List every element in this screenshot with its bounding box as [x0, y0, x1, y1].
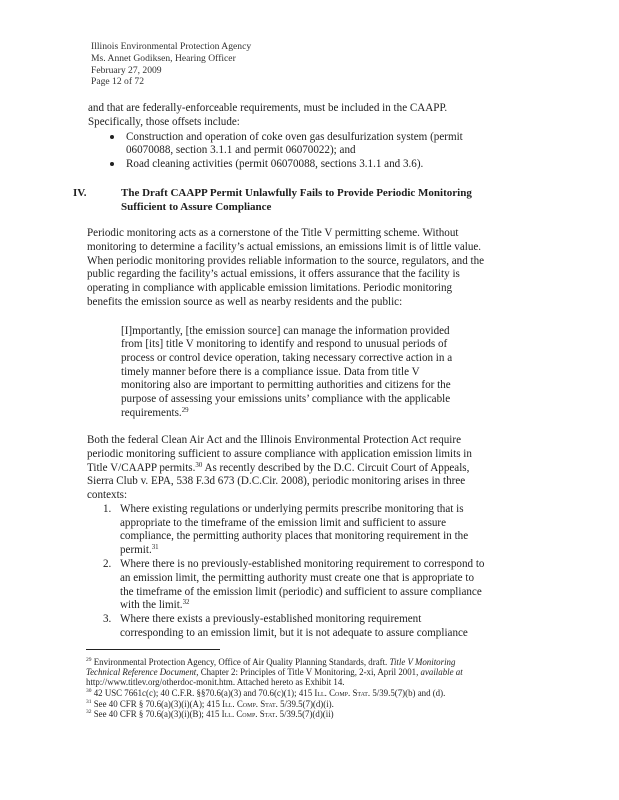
block-quote-line [121, 365, 420, 379]
bullet-line [126, 157, 423, 171]
text: operating in compliance with applicable emission limitations. Periodic monitoring [87, 282, 453, 294]
text: Where there exists a previously-established monitoring requirement [120, 613, 422, 625]
text: http://www.titlev.org/otherdoc-monit.htm. Attached hereto as Exhibit 14. [86, 676, 345, 687]
text: See 40 CFR § 70.6(a)(3)(i)(A); 415 [91, 698, 223, 709]
block-quote-line [121, 351, 452, 365]
block-quote-line [121, 392, 450, 406]
text: with the limit. [120, 599, 183, 611]
list-item-line [120, 585, 482, 599]
italic-text: Technical Reference Document [86, 666, 197, 677]
section-number: IV. [73, 187, 87, 199]
footnote-ref: 31 [151, 544, 159, 552]
list-item-line [120, 502, 464, 516]
list-item-line [120, 612, 421, 626]
text: requirements. [121, 407, 182, 419]
bullet-line [126, 143, 356, 157]
text: 06070088, section 3.1.1 and permit 06070022); and [126, 144, 356, 156]
bullet-icon [110, 162, 114, 166]
text: periodic monitoring sufficient to assure compliance with application emission limits in [87, 448, 472, 460]
text: corresponding to an emission limit, but it is not adequate to assure compliance [120, 627, 468, 639]
text: When periodic monitoring provides reliable information to the source, regulators, and the [87, 255, 485, 267]
paragraph-line [87, 267, 460, 281]
paragraph-line [87, 240, 481, 254]
list-item-line [120, 557, 484, 571]
footnote-ref: 30 [195, 462, 203, 470]
bullet-line [126, 130, 463, 144]
text: Title V/CAAPP permits. [87, 462, 196, 474]
text: See 40 CFR § 70.6(a)(3)(i)(B); 415 [91, 708, 222, 719]
text: purpose of assessing your emissions units’ compliance with the applicable [121, 393, 451, 405]
text: public regarding the facility’s actual emissions, it offers assurance that the facility is [87, 268, 460, 280]
paragraph-line [87, 281, 452, 295]
text: Where there is no previously-established monitoring requirement to correspond to [120, 558, 485, 570]
paragraph-line [88, 101, 447, 115]
text: an emission limit, the permitting authority must create one that is appropriate to [120, 572, 474, 584]
footnote-line [86, 709, 334, 722]
paragraph-line [87, 254, 484, 268]
footnote-ref: 31 [86, 699, 92, 706]
block-quote-line [121, 337, 447, 351]
text: Construction and operation of coke oven gas desulfurization system (permit [126, 131, 463, 143]
text: Both the federal Clean Air Act and the Illinois Environmental Protection Act require [87, 434, 462, 446]
bullet-icon [110, 135, 114, 139]
letter-header-line: Illinois Environmental Protection Agency [91, 41, 252, 52]
paragraph-line [87, 433, 461, 447]
paragraph-line [88, 115, 240, 129]
text: Road cleaning activities (permit 06070088, sections 3.1.1 and 3.6). [126, 158, 424, 170]
paragraph-line [87, 447, 472, 461]
list-item-line [120, 626, 468, 640]
list-number: 3. [103, 613, 112, 625]
text: Specifically, those offsets include: [88, 116, 240, 128]
list-item-line [120, 529, 468, 543]
text: 5/39.5(7)(b) and (d). [370, 687, 446, 698]
italic-text: available at [420, 666, 463, 677]
list-item-line [120, 571, 474, 585]
section-heading: The Draft CAAPP Permit Unlawfully Fails to Provide Periodic Monitoring [121, 187, 472, 199]
text: monitoring to determine a facility’s actual emissions, an emissions limit is of little value. [87, 241, 482, 253]
paragraph-line [87, 474, 465, 488]
block-quote-line [121, 378, 451, 392]
small-caps-text: Ill. Comp. Stat. [314, 687, 371, 698]
text: monitoring also are important to permitting authorities and citizens for the [121, 379, 451, 391]
text: from [its] title V monitoring to identify and respond to unusual periods of [121, 338, 448, 350]
text: , Chapter 2: Principles of Title V Monitoring, 2-xi, April 2001, [196, 666, 421, 677]
text: [I]mportantly, [the emission source] can manage the information provided [121, 325, 450, 337]
letter-header-line: Page 12 of 72 [91, 76, 145, 87]
text: Where existing regulations or underlying permits prescribe monitoring that is [120, 503, 464, 515]
text: permit. [120, 544, 152, 556]
footnote-separator [86, 649, 220, 650]
text: contexts: [87, 489, 128, 501]
list-number: 1. [103, 503, 112, 515]
text: Periodic monitoring acts as a cornerstone of the Title V permitting scheme. Without [87, 227, 459, 239]
text: benefits the emission source as well as nearby residents and the public: [87, 296, 403, 308]
footnote-ref: 32 [182, 599, 190, 607]
letter-header-line: Ms. Annet Godiksen, Hearing Officer [91, 53, 236, 64]
paragraph-line [87, 226, 458, 240]
text: timely manner before there is a compliance issue. Data from title V [121, 366, 420, 378]
text: As recently described by the D.C. Circuit Court of Appeals, [202, 462, 470, 474]
letter-header-line: February 27, 2009 [91, 65, 162, 76]
small-caps-text: Ill. Comp. Stat. [222, 698, 278, 709]
list-number: 2. [103, 558, 112, 570]
footnote-ref: 29 [181, 407, 189, 415]
footnote-ref: 32 [86, 709, 92, 716]
text: 42 USC 7661c(c); 40 C.F.R. §§70.6(a)(3) and 70.6(c)(1); 415 [91, 687, 315, 698]
text: 5/39.5(7)(d)(i). [277, 698, 334, 709]
block-quote-line [121, 406, 189, 422]
text: process or control device operation, taking necessary corrective action in a [121, 352, 453, 364]
italic-text: Title V Monitoring [389, 656, 456, 667]
text: Environmental Protection Agency, Office of Air Quality Planning Standards, draft. [91, 656, 390, 667]
text: compliance, the permitting authority places that monitoring requirement in the [120, 530, 469, 542]
paragraph-line [87, 488, 127, 502]
paragraph-line [87, 295, 402, 309]
text: the timeframe of the emission limit (periodic) and sufficient to assure compliance [120, 586, 482, 598]
text: Sierra Club v. EPA, 538 F.3d 673 (D.C.Cir. 2008), periodic monitoring arises in three [87, 475, 466, 487]
footnote-line [86, 677, 344, 688]
small-caps-text: Ill. Comp. Stat. [221, 708, 278, 719]
footnote-ref: 29 [86, 657, 92, 664]
block-quote-line [121, 324, 450, 338]
section-heading: Sufficient to Assure Compliance [121, 201, 272, 213]
list-item-line [120, 516, 446, 530]
text: appropriate to the timeframe of the emission limit and sufficient to assure [120, 517, 447, 529]
text: and that are federally-enforceable requirements, must be included in the CAAPP. [88, 102, 448, 114]
footnote-ref: 30 [86, 688, 92, 695]
text: 5/39.5(7)(d)(ii) [277, 708, 334, 719]
